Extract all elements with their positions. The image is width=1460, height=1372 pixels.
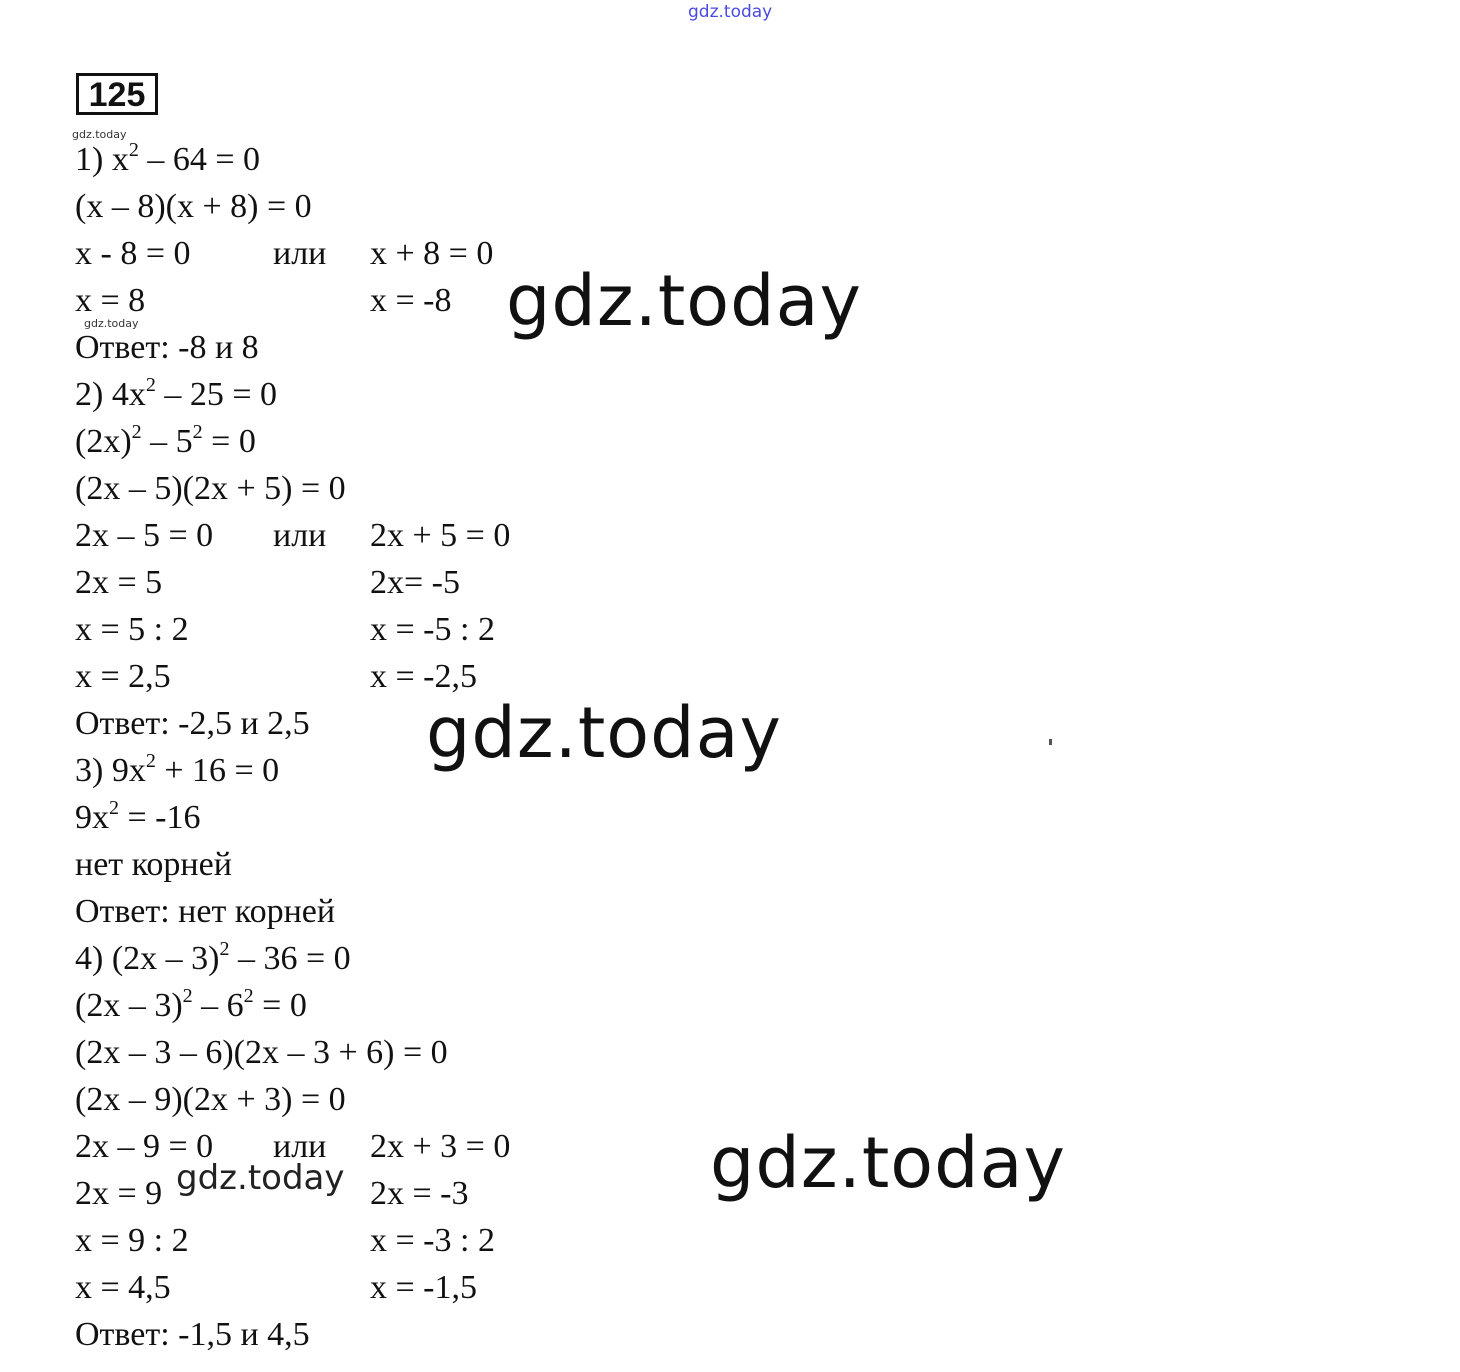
watermark-large: gdz.today — [710, 1122, 1066, 1204]
equation-2-root-left: x = 2,5 — [75, 658, 171, 695]
or-word: или — [273, 517, 327, 554]
watermark-large: gdz.today — [426, 692, 782, 774]
equation-4-root-left: x = 4,5 — [75, 1269, 171, 1306]
equation-3-conclusion: нет корней — [75, 846, 232, 883]
equation-3-answer: Ответ: нет корней — [75, 893, 336, 930]
equation-1: 1) $x^2 - 64 = 0$ — [75, 139, 261, 178]
equation-4-squares: $(2x - 3)^2 - 6^2 = 0$ — [75, 985, 307, 1024]
equation-1-case-right: x + 8 = 0 — [370, 235, 494, 272]
equation-2-step-right: 2x= -5 — [370, 564, 460, 601]
equation-4-factored: (2x – 3 – 6)(2x – 3 + 6) = 0 — [75, 1034, 448, 1071]
watermark-top: gdz.today — [688, 2, 773, 22]
equation-2-answer: Ответ: -2,5 и 2,5 — [75, 705, 310, 742]
equation-4-div-left: x = 9 : 2 — [75, 1222, 189, 1259]
equation-2-case-right: 2x + 5 = 0 — [370, 517, 511, 554]
watermark-medium: gdz.today — [176, 1158, 345, 1198]
equation-4-simplified: (2x – 9)(2x + 3) = 0 — [75, 1081, 346, 1118]
equation-2-div-right: x = -5 : 2 — [370, 611, 495, 648]
equation-4-div-right: x = -3 : 2 — [370, 1222, 495, 1259]
watermark-large: gdz.today — [506, 260, 862, 342]
equation-4-step-right: 2x = -3 — [370, 1175, 469, 1212]
problem-number-box — [76, 73, 158, 115]
watermark-small: gdz.today — [84, 317, 139, 330]
equation-1-answer: Ответ: -8 и 8 — [75, 329, 259, 366]
equation-2-step-left: 2x = 5 — [75, 564, 163, 601]
equation-2-squares: $(2x)^2 - 5^2 = 0$ — [75, 421, 256, 460]
equation-4-step-left: 2x = 9 — [75, 1175, 163, 1212]
problem-number: 125 — [88, 76, 146, 114]
equation-1-root-right: x = -8 — [370, 282, 452, 319]
scan-speck — [1049, 739, 1052, 745]
or-word: или — [273, 1128, 327, 1165]
equation-1-factored: (x – 8)(x + 8) = 0 — [75, 188, 312, 225]
watermark-small: gdz.today — [72, 128, 127, 141]
equation-4: 4) (2x – 3)$^2$ – 36 = 0 — [75, 938, 351, 977]
equation-2-div-left: x = 5 : 2 — [75, 611, 189, 648]
equation-4-root-right: x = -1,5 — [370, 1269, 477, 1306]
equation-2-root-right: x = -2,5 — [370, 658, 477, 695]
equation-1-case-left: x - 8 = 0 — [75, 235, 191, 272]
equation-2: 2) $4x^2 - 25 = 0$ — [75, 374, 278, 413]
equation-4-case-left: 2x – 9 = 0 — [75, 1128, 214, 1165]
equation-2-case-left: 2x – 5 = 0 — [75, 517, 214, 554]
equation-2-factored: (2x – 5)(2x + 5) = 0 — [75, 470, 346, 507]
equation-4-answer: Ответ: -1,5 и 4,5 — [75, 1316, 310, 1353]
equation-3-step: $9x^2 = -16$ — [75, 797, 201, 836]
equation-4-case-right: 2x + 3 = 0 — [370, 1128, 511, 1165]
equation-3: 3) $9x^2 + 16 = 0$ — [75, 750, 280, 789]
or-word: или — [273, 235, 327, 272]
equation-1-root-left: x = 8 — [75, 282, 146, 319]
